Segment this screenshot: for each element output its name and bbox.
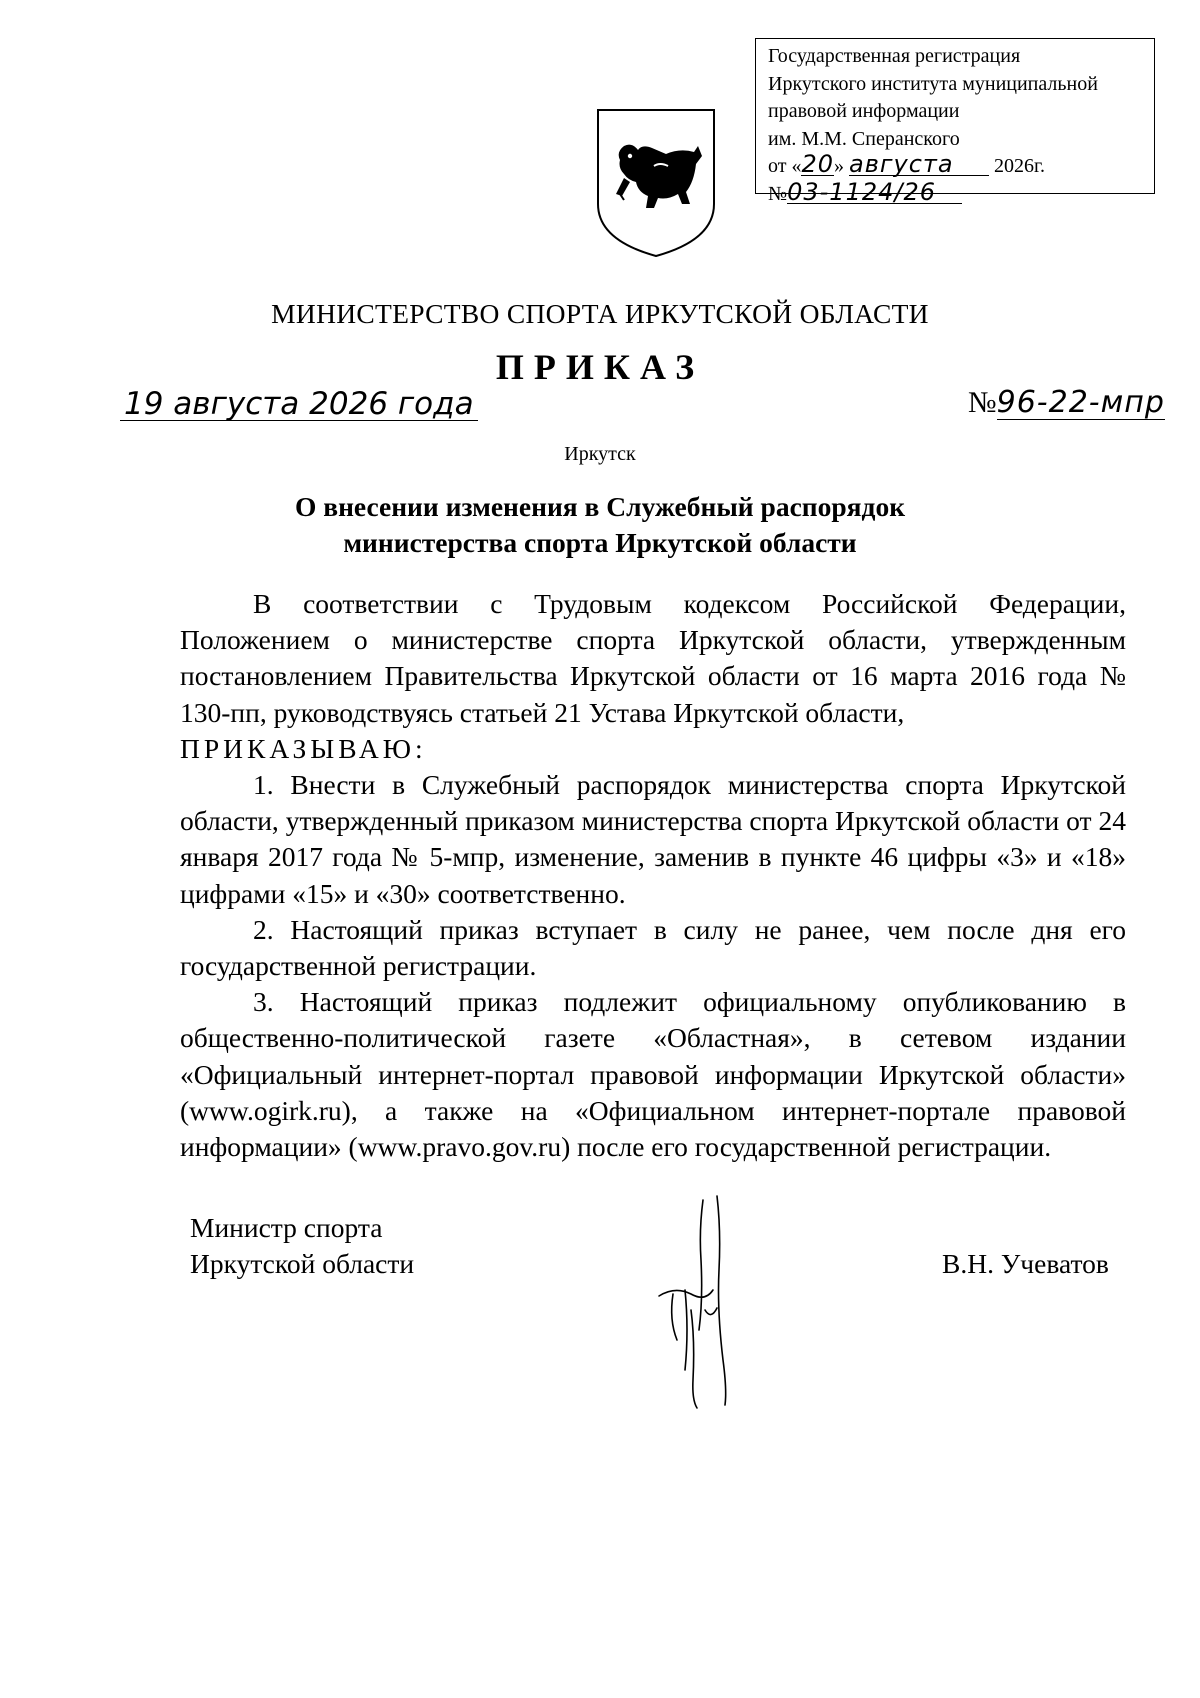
item-2-paragraph: 2. Настоящий приказ вступает в силу не ранее, чем после дня его государственной регистрации. (180, 913, 1126, 982)
signer-position (190, 1210, 414, 1282)
stamp-date-year: 2026 (994, 155, 1035, 177)
subject-line-2: министерства спорта Иркутской области (343, 527, 857, 558)
order-body (180, 586, 1126, 1165)
stamp-line-2: Иркутского института муниципальной (768, 72, 1098, 95)
stamp-line-3: правовой информации (768, 100, 960, 122)
signer-name: В.Н. Учеватов (942, 1248, 1109, 1279)
stamp-date-suffix: г. (1034, 155, 1045, 177)
order-date-handwritten: 19 августа 2026 года (120, 388, 478, 421)
registration-stamp (755, 38, 1155, 206)
stamp-number-line (768, 177, 1154, 209)
stamp-line-4: им. М.М. Сперанского (768, 127, 960, 150)
stamp-date-line (768, 150, 1154, 181)
order-number-handwritten: 96-22-мпр (996, 385, 1165, 420)
signer-position-line-2: Иркутской области (190, 1248, 415, 1279)
item-1-paragraph: 1. Внести в Служебный распорядок министерства спорта Иркутской области, утвержденный приказом министерства спорта Иркутской области от 24 января 2017 года № 5-мпр, изменение, заменив в пункте 46 цифры «3» и «18» цифрами «15» и «30» соответственно. (180, 769, 1126, 909)
city: Иркутск (564, 443, 636, 465)
stamp-line-1: Государственная регистрация (768, 45, 1021, 67)
order-number (968, 386, 1165, 420)
handwritten-signature (655, 1190, 765, 1410)
stamp-number-prefix: № (768, 182, 788, 205)
order-verb: ПРИКАЗЫВАЮ: (180, 732, 427, 764)
order-title: ПРИКАЗ (495, 347, 705, 387)
order-number-prefix: № (968, 386, 997, 419)
item-3-paragraph: 3. Настоящий приказ подлежит официальному опубликованию в общественно-политической газете «Областная», в сетевом издании «Официальный интернет-портал правовой информации Иркутской области» (www.ogirk.ru), а также на «Официальном интернет-портале правовой информации» (www.pravo.gov.ru) после его государственной регистрации. (180, 986, 1126, 1163)
stamp-date-day: 20 (801, 150, 835, 178)
signer-position-line-1: Министр спорта (190, 1212, 383, 1243)
coat-of-arms-icon (594, 108, 718, 258)
ministry-title: МИНИСТЕРСТВО СПОРТА ИРКУТСКОЙ ОБЛАСТИ (271, 298, 929, 329)
stamp-number: 03-1124/26 (787, 181, 962, 204)
subject-line-1: О внесении изменения в Служебный распорядок (294, 491, 906, 522)
stamp-date-month: августа (849, 153, 989, 176)
order-date (120, 386, 478, 422)
order-subject (0, 489, 1200, 561)
preamble-paragraph: В соответствии с Трудовым кодексом Российской Федерации, Положением о министерстве спорта Иркутской области, утвержденным постановлением Правительства Иркутской области от 16 марта 2016 года № 130-пп, руководствуясь статьей 21 Устава Иркутской области, (180, 588, 1126, 728)
stamp-date-mid: » (834, 155, 850, 177)
stamp-date-prefix: от « (768, 155, 802, 177)
